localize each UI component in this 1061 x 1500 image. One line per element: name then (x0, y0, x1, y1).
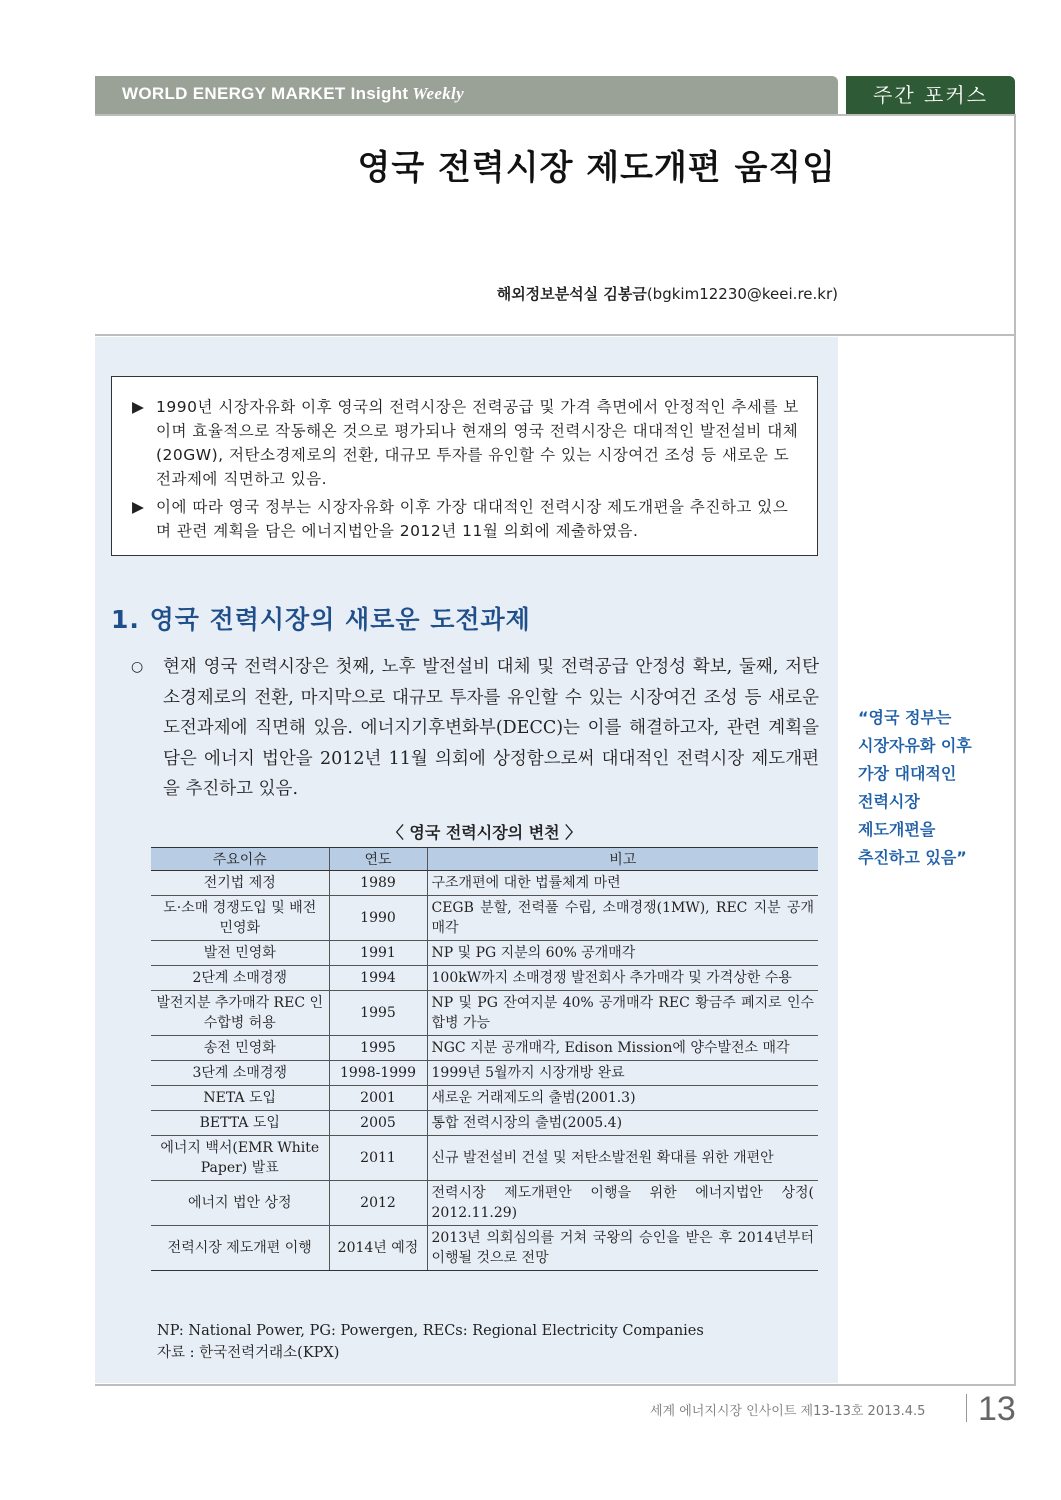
cell-year: 2005 (329, 1111, 427, 1136)
paragraph-text: 현재 영국 전력시장은 첫째, 노후 발전설비 대체 및 전력공급 안정성 확보, 둘째, 저탄소경제로의 전환, 마지막으로 대규모 투자를 유인할 수 있는 시장여건 조성 등 새로운 도전과제에 직면해 있음. 에너지기후변화부(DECC)는 이를 해결하고자, 관련 계획을 담은 에너지 법안을 2012년 11월 의회에 상정함으로써 대대적인 전력시장 제도개편을 추진하고 있음. (163, 657, 819, 799)
author-line (497, 283, 838, 304)
header-brand (122, 84, 464, 104)
table-row (151, 1111, 818, 1136)
body-paragraph (131, 652, 819, 805)
cell-remarks: 2013년 의회심의를 거쳐 국왕의 승인을 받은 후 2014년부터 이행될 것으로 전망 (427, 1226, 818, 1271)
pull-quote-line: 제도개편을 (858, 820, 936, 839)
history-table (151, 847, 818, 1271)
table-row (151, 1136, 818, 1181)
pull-quote-line: 가장 대대적인 (858, 764, 957, 783)
cell-remarks: 구조개편에 대한 법률체계 마련 (427, 871, 818, 896)
right-column-rule (1014, 114, 1016, 1386)
cell-year: 1995 (329, 1036, 427, 1061)
pull-quote (858, 704, 972, 872)
page-number: 13 (978, 1390, 1016, 1428)
cell-year: 1989 (329, 871, 427, 896)
table-header-row (151, 848, 818, 871)
cell-issue: 에너지 백서(EMR White Paper) 발표 (151, 1136, 329, 1181)
cell-issue: 전기법 제정 (151, 871, 329, 896)
footer-divider (966, 1394, 967, 1422)
table-row (151, 871, 818, 896)
table-row (151, 966, 818, 991)
pull-quote-line: 전력시장 (858, 792, 920, 811)
cell-remarks: 통합 전력시장의 출범(2005.4) (427, 1111, 818, 1136)
cell-issue: 발전지분 추가매각 REC 인수합병 허용 (151, 991, 329, 1036)
cell-year: 2014년 예정 (329, 1226, 427, 1271)
cell-year: 1990 (329, 896, 427, 941)
cell-issue: 발전 민영화 (151, 941, 329, 966)
brand-weekly: Weekly (412, 84, 464, 103)
cell-year: 2011 (329, 1136, 427, 1181)
cell-remarks: NP 및 PG 잔여지분 40% 공개매각 REC 황금주 폐지로 인수합병 가능 (427, 991, 818, 1036)
cell-issue: 도·소매 경쟁도입 및 배전 민영화 (151, 896, 329, 941)
cell-year: 1994 (329, 966, 427, 991)
table-row (151, 1226, 818, 1271)
cell-issue: 에너지 법안 상정 (151, 1181, 329, 1226)
header-remarks: 비고 (427, 848, 818, 871)
section-tab: 주간 포커스 (846, 76, 1015, 114)
page-title: 영국 전력시장 제도개편 움직임 (357, 148, 836, 188)
footer-publication: 세계 에너지시장 인사이트 제13-13호 2013.4.5 (650, 1404, 926, 1419)
pull-quote-line: 추진하고 있음” (858, 848, 967, 867)
table-row (151, 1086, 818, 1111)
cell-issue: BETTA 도입 (151, 1111, 329, 1136)
bottom-divider (95, 1384, 1015, 1386)
cell-year: 1995 (329, 991, 427, 1036)
cell-remarks: 신규 발전설비 건설 및 저탄소발전원 확대를 위한 개편안 (427, 1136, 818, 1181)
brand-name: WORLD ENERGY MARKET Insight (122, 84, 409, 103)
cell-issue: 3단계 소매경쟁 (151, 1061, 329, 1086)
cell-year: 1998-1999 (329, 1061, 427, 1086)
author-dept: 해외정보분석실 김봉금 (496, 285, 647, 303)
author-email: (bgkim12230@keei.re.kr) (646, 285, 838, 303)
table-row (151, 991, 818, 1036)
cell-year: 2012 (329, 1181, 427, 1226)
pull-quote-line: “영국 정부는 (858, 708, 952, 727)
table-notes (157, 1320, 704, 1364)
cell-remarks: CEGB 분할, 전력풀 수립, 소매경쟁(1MW), REC 지분 공개매각 (427, 896, 818, 941)
header-year: 연도 (329, 848, 427, 871)
summary-box (111, 376, 818, 556)
abbreviation-note: NP: National Power, PG: Powergen, RECs: Regional Electricity Companies (157, 1323, 704, 1339)
cell-remarks: 1999년 5월까지 시장개방 완료 (427, 1061, 818, 1086)
cell-remarks: 100kW까지 소매경쟁 발전회사 추가매각 및 가격상한 수용 (427, 966, 818, 991)
triangle-bullet-icon: ▶ (132, 498, 145, 516)
circle-bullet-icon: ○ (131, 659, 144, 675)
cell-remarks: NGC 지분 공개매각, Edison Mission에 양수발전소 매각 (427, 1036, 818, 1061)
author-divider (95, 334, 1015, 336)
cell-issue: 송전 민영화 (151, 1036, 329, 1061)
table-row (151, 941, 818, 966)
cell-remarks: 새로운 거래제도의 출범(2001.3) (427, 1086, 818, 1111)
cell-remarks: 전력시장 제도개편안 이행을 위한 에너지법안 상정( 2012.11.29) (427, 1181, 818, 1226)
pull-quote-line: 시장자유화 이후 (858, 736, 972, 755)
cell-issue: 전력시장 제도개편 이행 (151, 1226, 329, 1271)
source-note: 자료 : 한국전력거래소(KPX) (157, 1345, 340, 1361)
section-heading: 1. 영국 전력시장의 새로운 도전과제 (111, 605, 531, 634)
table-row (151, 1036, 818, 1061)
cell-year: 2001 (329, 1086, 427, 1111)
table-row (151, 1061, 818, 1086)
table-row (151, 896, 818, 941)
triangle-bullet-icon: ▶ (132, 398, 145, 416)
header-underline (95, 114, 1015, 116)
cell-remarks: NP 및 PG 지분의 60% 공개매각 (427, 941, 818, 966)
table-caption: 〈 영국 전력시장의 변천 〉 (387, 823, 582, 842)
table-row (151, 1181, 818, 1226)
summary-item: ▶ 이에 따라 영국 정부는 시장자유화 이후 가장 대대적인 전력시장 제도개편을 추진하고 있으며 관련 계획을 담은 에너지법안을 2012년 11월 의회에 제출하였음. (132, 495, 803, 543)
summary-item: ▶ 1990년 시장자유화 이후 영국의 전력시장은 전력공급 및 가격 측면에서 안정적인 추세를 보이며 효율적으로 작동해온 것으로 평가되나 현재의 영국 전력시장은 대대적인 발전설비 대체(20GW), 저탄소경제로의 전환, 대규모 투자를 유인할 수 있는 시장여건 조성 등 새로운 도전과제에 직면하고 있음. (132, 395, 803, 491)
cell-issue: NETA 도입 (151, 1086, 329, 1111)
header-issue: 주요이슈 (151, 848, 329, 871)
cell-issue: 2단계 소매경쟁 (151, 966, 329, 991)
cell-year: 1991 (329, 941, 427, 966)
